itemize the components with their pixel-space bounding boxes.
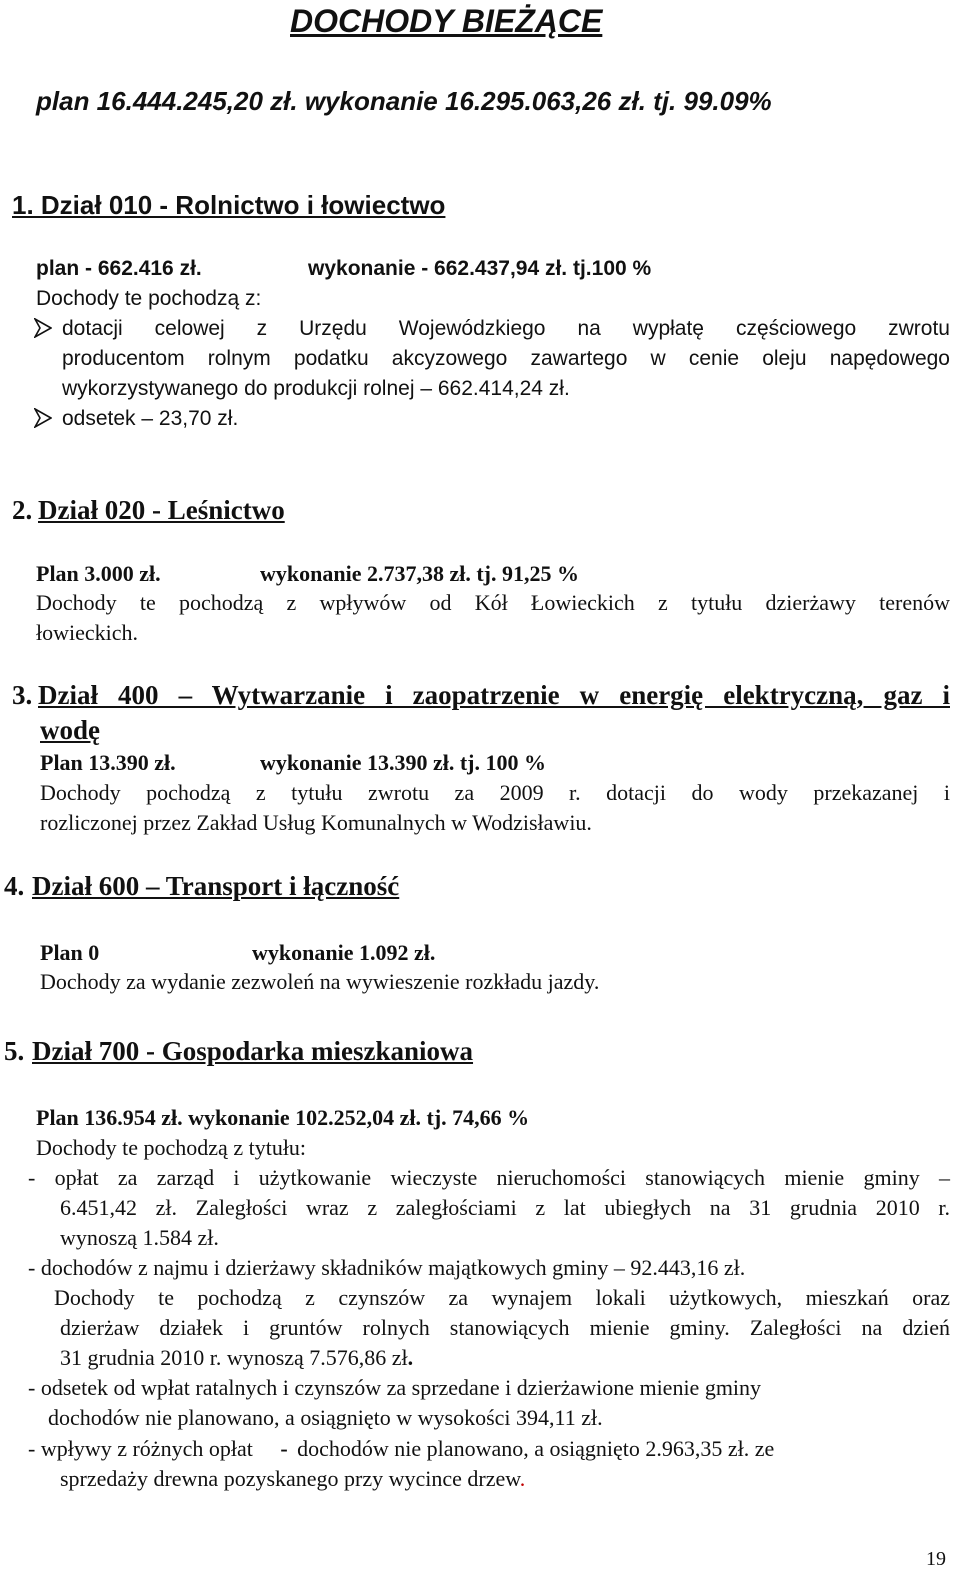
section-4-heading: Dział 600 – Transport i łączność — [32, 871, 400, 901]
section-5-item-4-text-b: dochodów nie planowano, a osiągnięto 2.963,35 zł. ze — [297, 1436, 775, 1461]
section-3-heading-line-1: Dział 400 – Wytwarzanie i zaopatrzenie w energię elektryczną, gaz i — [38, 680, 950, 710]
section-2-plan: Plan 3.000 zł. — [36, 561, 161, 586]
budget-summary: plan 16.444.245,20 zł. wykonanie 16.295.063,26 zł. tj. 99.09% — [36, 86, 772, 116]
section-1-intro: Dochody te pochodzą z: — [36, 287, 262, 310]
page-number: 19 — [926, 1548, 946, 1570]
section-5-item-3-line-1: - odsetek od wpłat ratalnych i czynszów za sprzedane i dzierżawione mienie gminy — [28, 1375, 762, 1400]
section-5-plan-execution: Plan 136.954 zł. wykonanie 102.252,04 zł. tj. 74,66 % — [36, 1105, 530, 1130]
arrow-bullet-icon — [34, 408, 52, 428]
section-5-item-4-line-2-period: . — [519, 1466, 526, 1491]
section-3-plan: Plan 13.390 zł. — [40, 750, 176, 775]
section-4-execution: wykonanie 1.092 zł. — [252, 940, 436, 965]
page-title: DOCHODY BIEŻĄCE — [290, 3, 603, 39]
section-5-intro: Dochody te pochodzą z tytułu: — [36, 1135, 307, 1160]
section-3-number: 3. — [12, 680, 33, 710]
section-4-text-line-1: Dochody za wydanie zezwoleń na wywieszenie rozkładu jazdy. — [40, 969, 600, 994]
section-5-item-2-line-1: - dochodów z najmu i dzierżawy składników majątkowych gminy – 92.443,16 zł. — [28, 1255, 746, 1280]
section-2-number: 2. — [12, 495, 33, 525]
section-1-plan: plan - 662.416 zł. — [36, 257, 202, 280]
arrow-bullet-icon — [34, 318, 52, 338]
section-4-plan: Plan 0 — [40, 940, 100, 965]
section-5-item-2-line-2: Dochody te pochodzą z czynszów za wynajem lokali użytkowych, mieszkań oraz — [54, 1285, 950, 1310]
section-1-heading: 1. Dział 010 - Rolnictwo i łowiectwo — [12, 190, 446, 220]
section-2-text-line-1: Dochody te pochodzą z wpływów od Kół Łowieckich z tytułu dzierżawy terenów — [36, 590, 950, 615]
section-5-heading: Dział 700 - Gospodarka mieszkaniowa — [32, 1036, 474, 1066]
section-5-item-4-dash: - — [280, 1436, 288, 1461]
section-2-execution: wykonanie 2.737,38 zł. tj. 91,25 % — [260, 561, 579, 586]
section-3-text-line-2: rozliczonej przez Zakład Usług Komunalnych w Wodzisławiu. — [40, 810, 592, 835]
section-2-text-line-2: łowieckich. — [36, 620, 139, 645]
section-5-item-4-line-2 — [60, 1466, 525, 1492]
section-5-item-4-line-2-text: sprzedaży drewna pozyskanego przy wycince drzew — [60, 1466, 520, 1491]
section-5-item-2-line-4 — [60, 1345, 413, 1371]
section-3-heading-line-2: wodę — [40, 715, 100, 745]
section-5-item-4-line-1 — [28, 1436, 950, 1462]
section-4-number: 4. — [4, 871, 25, 901]
section-1-bullet-1-line-2: producentom rolnym podatku akcyzowego zawartego w cenie oleju napędowego — [62, 347, 950, 370]
section-5-item-2-line-4-period: . — [407, 1345, 414, 1370]
section-5-item-2-line-3: dzierżaw działek i gruntów rolnych stanowiących mienie gminy. Zaległości na dzień — [60, 1315, 950, 1340]
section-5-number: 5. — [4, 1036, 25, 1066]
section-3-text-line-1: Dochody pochodzą z tytułu zwrotu za 2009 r. dotacji do wody przekazanej i — [40, 780, 950, 805]
section-5-item-4-text-a: - wpływy z różnych opłat — [28, 1436, 253, 1461]
section-5-item-2-line-4-text: 31 grudnia 2010 r. wynoszą 7.576,86 zł — [60, 1345, 408, 1370]
section-1-bullet-1-line-3: wykorzystywanego do produkcji rolnej – 662.414,24 zł. — [62, 377, 570, 400]
section-1-bullet-2: odsetek – 23,70 zł. — [62, 407, 239, 430]
section-5-item-3-line-2: dochodów nie planowano, a osiągnięto w wysokości 394,11 zł. — [48, 1405, 603, 1430]
section-5-item-1-line-1: - opłat za zarząd i użytkowanie wieczyste nieruchomości stanowiących mienie gminy – — [28, 1165, 950, 1190]
section-2-heading: Dział 020 - Leśnictwo — [38, 495, 285, 525]
section-1-bullet-1-line-1: dotacji celowej z Urzędu Wojewódzkiego na wypłatę częściowego zwrotu — [62, 317, 950, 340]
section-5-item-1-line-2: 6.451,42 zł. Zaległości wraz z zaległościami z lat ubiegłych na 31 grudnia 2010 r. — [60, 1195, 950, 1220]
section-3-execution: wykonanie 13.390 zł. tj. 100 % — [260, 750, 546, 775]
section-1-execution: wykonanie - 662.437,94 zł. tj.100 % — [308, 257, 652, 280]
section-5-item-1-line-3: wynoszą 1.584 zł. — [60, 1225, 219, 1250]
